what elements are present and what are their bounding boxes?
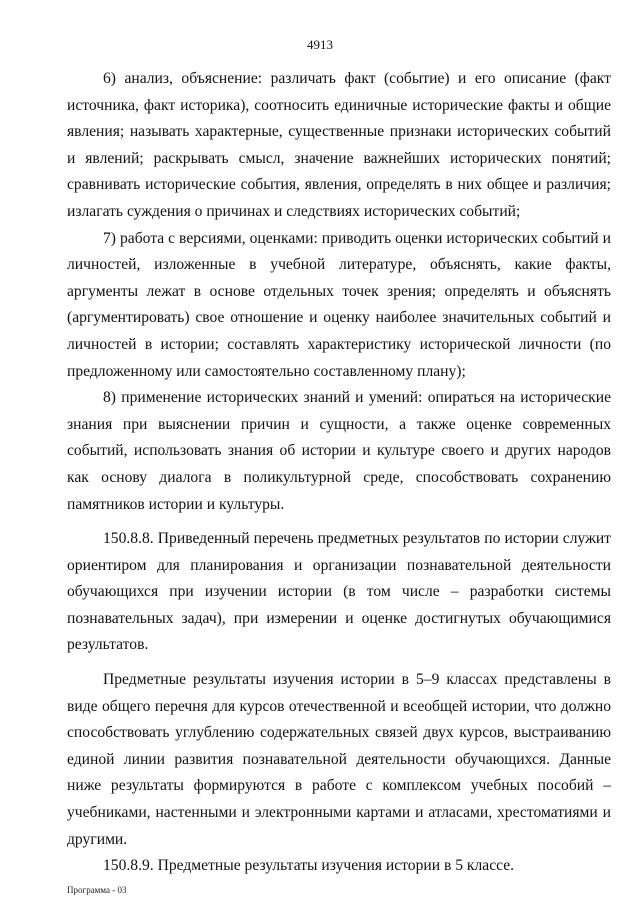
footer-label: Программа - 03: [67, 885, 127, 895]
paragraph-150-8-8: 150.8.8. Приведенный перечень предметных результатов по истории служит ориентиром для планирования и организации познавательной деятельности обучающихся при изучении истории (в том числе – разработки системы познавательных задач), при измерении и оценке достигнутых обучающимися результатов.: [67, 530, 611, 654]
page-number: 4913: [307, 37, 333, 52]
paragraph-application: 8) применение исторических знаний и умений: опираться на исторические знания при выяснении причин и сущности, а также оценке современных событий, использовать знания об истории и культуре своего и других народов как основу диалога в поликультурной среде, способствовать сохранению памятников истории и культуры.: [67, 389, 611, 513]
paragraph-analysis: 6) анализ, объяснение: различать факт (событие) и его описание (факт источника, факт историка), соотносить единичные исторические факты и общие явления; называть характерные, существенные признаки исторических событий и явлений; раскрывать смысл, значение важнейших исторических понятий; сравнивать исторические события, явления, определять в них общее и различия; излагать суждения о причинах и следствиях исторических событий;: [67, 70, 611, 220]
paragraph-subject-results: Предметные результаты изучения истории в 5–9 классах представлены в виде общего перечня для курсов отечественной и всеобщей истории, что должно способствовать углублению содержательных связей двух курсов, выстраиванию единой линии развития познавательной деятельности обучающихся. Данные ниже результаты формируются в работе с комплексом учебных пособий – учебниками, настенными и электронными картами и атласами, хрестоматиями и другими.: [67, 671, 611, 848]
paragraph-150-8-9: 150.8.9. Предметные результаты изучения истории в 5 классе.: [103, 857, 515, 875]
document-body: [67, 66, 611, 880]
paragraph-versions: 7) работа с версиями, оценками: приводить оценки исторических событий и личностей, изложенные в учебной литературе, объяснять, какие факты, аргументы лежат в основе отдельных точек зрения; определять и объяснять (аргументировать) свое отношение и оценку наиболее значительных событий и личностей в истории; составлять характеристику исторической личности (по предложенному или самостоятельно составленному плану);: [67, 229, 611, 380]
